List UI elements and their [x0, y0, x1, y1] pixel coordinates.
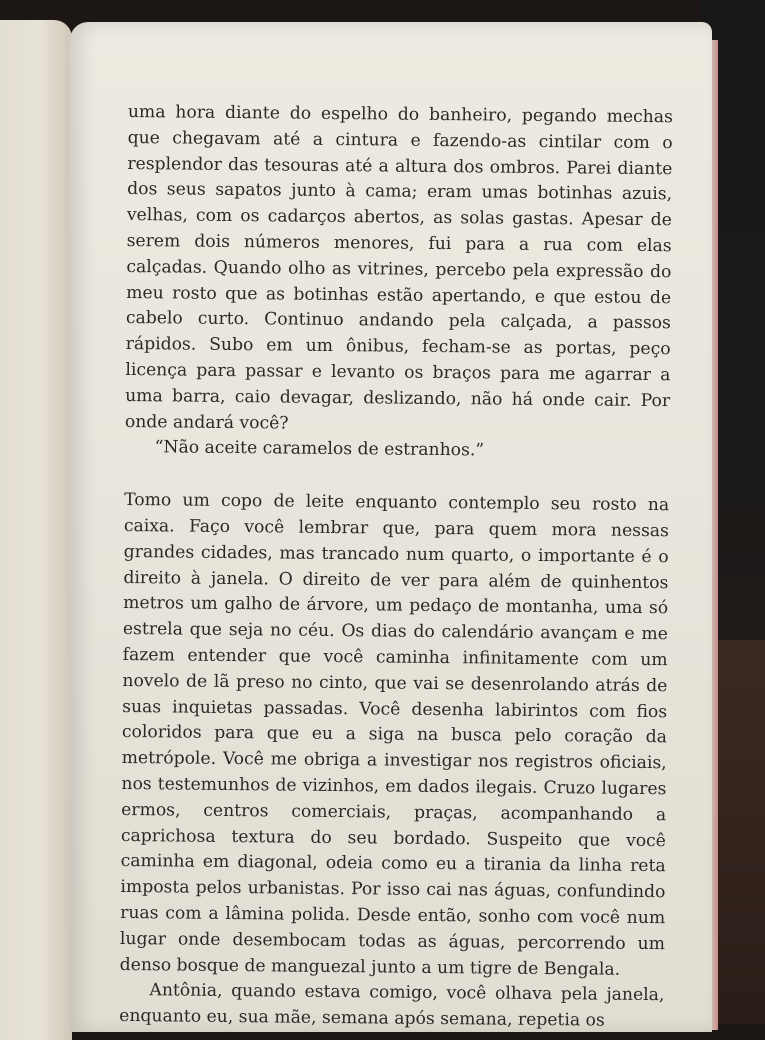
paragraph-1: uma hora diante do espelho do banheiro, pegando mechas que chegavam até a cintura e fazendo-as cintilar com o resplendor das tesouras até a altura dos ombros. Parei diante dos seus sapatos junto à cama; eram umas botinhas azuis, velhas, com os cadarços abertos, as solas gastas. Apesar de serem dois números menores, fui para a rua com elas calçadas. Quando olho as vitrines, percebo pela expressão do meu rosto que as botinhas estão apertando, e que estou de cabelo curto. Continuo andando pela calçada, a passos rápidos. Subo em um ônibus, fecham-se as portas, peço licença para passar e levanto os braços para me agarrar a uma barra, caio devagar, deslizando, não há onde cair. Por onde andará você?	[124, 101, 673, 434]
quote-line: “Não aceite caramelos de estranhos.”	[154, 437, 485, 461]
page-text	[119, 100, 673, 1032]
left-page	[0, 20, 72, 1040]
book-page	[70, 22, 712, 1032]
paragraph-2: Tomo um copo de leite enquanto contemplo seu rosto na caixa. Faço você lembrar que, para quem mora nessas grandes cidades, mas trancado num quarto, o importante é o direito à janela. O direito de ver para além de quinhentos metros um galho de árvore, um pedaço de montanha, uma só estrela que seja no céu. Os dias do calendário avançam e me fazem entender que você caminha infinitamente com um novelo de lã preso no cinto, que vai se desenrolando atrás de suas inquietas passadas. Você desenha labirintos com fios coloridos para que eu a siga na busca pelo coração da metrópole. Você me obriga a investigar nos registros oficiais, nos testemunhos de vizinhos, em dados ilegais. Cruzo lugares ermos, centros comerciais, praças, acompanhando a caprichosa textura do seu bordado. Suspeito que você caminha em diagonal, odeia como eu a tirania da linha reta imposta pelos urbanistas. Por isso cai nas águas, confundindo ruas com a lâmina polida. Desde então, sonho com você num lugar onde desembocam todas as águas, percorrendo um denso bosque de manguezal junto a um tigre de Bengala.	[119, 490, 670, 980]
paragraph-3: Antônia, quando estava comigo, você olhava pela janela, enquanto eu, sua mãe, semana após semana, repetia os	[119, 980, 665, 1031]
